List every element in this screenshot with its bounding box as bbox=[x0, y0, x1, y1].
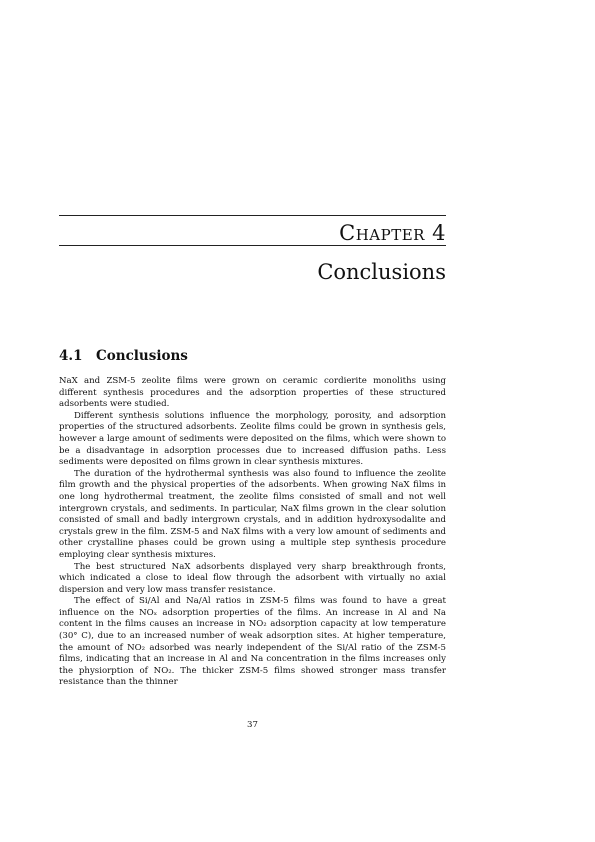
paragraph: The best structured NaX adsorbents displayed very sharp breakthrough fronts, which indicated a close to ideal flow through the adsorbent with virtually no axial dispersion and very low mass transfer resistance. bbox=[59, 561, 446, 595]
paragraph: NaX and ZSM-5 zeolite films were grown on ceramic cordierite monoliths using different synthesis procedures and the adsorption properties of these structured adsorbents were studied. bbox=[59, 376, 446, 410]
chapter-title: Conclusions bbox=[317, 260, 446, 284]
chapter-bottom-rule bbox=[59, 245, 446, 246]
section-number: 4.1 bbox=[59, 348, 83, 364]
paragraph: Different synthesis solutions influence the morphology, porosity, and adsorption properties of the structured adsorbents. Zeolite films could be grown in synthesis gels, however a large amount of sediments were deposited on the films, which were shown to be a disadvantage in adsorption processes due to increased diffusion paths. Less sediments were deposited on films grown in clear synthesis mixtures. bbox=[59, 410, 446, 468]
body-text bbox=[59, 376, 446, 689]
section-title: Conclusions bbox=[96, 348, 188, 364]
page-number: 37 bbox=[247, 720, 258, 730]
paragraph: The duration of the hydrothermal synthesis was also found to influence the zeolite film growth and the physical properties of the adsorbents. When growing NaX films in one long hydrothermal treatment, the zeolite films consisted of small and not well intergrown crystals, and sediments. In particular, NaX films grown in the clear solution consisted of small and badly intergrown crystals, and in addition hydroxysodalite and crystals grew in the film. ZSM-5 and NaX films with a very low amount of sediments and other crystalline phases could be grown using a multiple step synthesis procedure employing clear synthesis mixtures. bbox=[59, 468, 446, 560]
paragraph: The effect of Si/Al and Na/Al ratios in ZSM-5 films was found to have a great influence on the NOₓ adsorption properties of the films. An increase in Al and Na content in the films causes an increase in NO₂ adsorption capacity at low temperature (30° C), due to an increased number of weak adsorption sites. At higher temperature, the amount of NO₂ adsorbed was nearly independent of the Si/Al ratio of the ZSM-5 films, indicating that an increase in Al and Na concentration in the films increases only the physiorption of NO₂. The thicker ZSM-5 films showed stronger mass transfer resistance than the thinner bbox=[59, 596, 446, 688]
section-heading bbox=[59, 348, 188, 364]
chapter-label: Chapter 4 bbox=[339, 221, 446, 245]
chapter-top-rule bbox=[59, 215, 446, 216]
